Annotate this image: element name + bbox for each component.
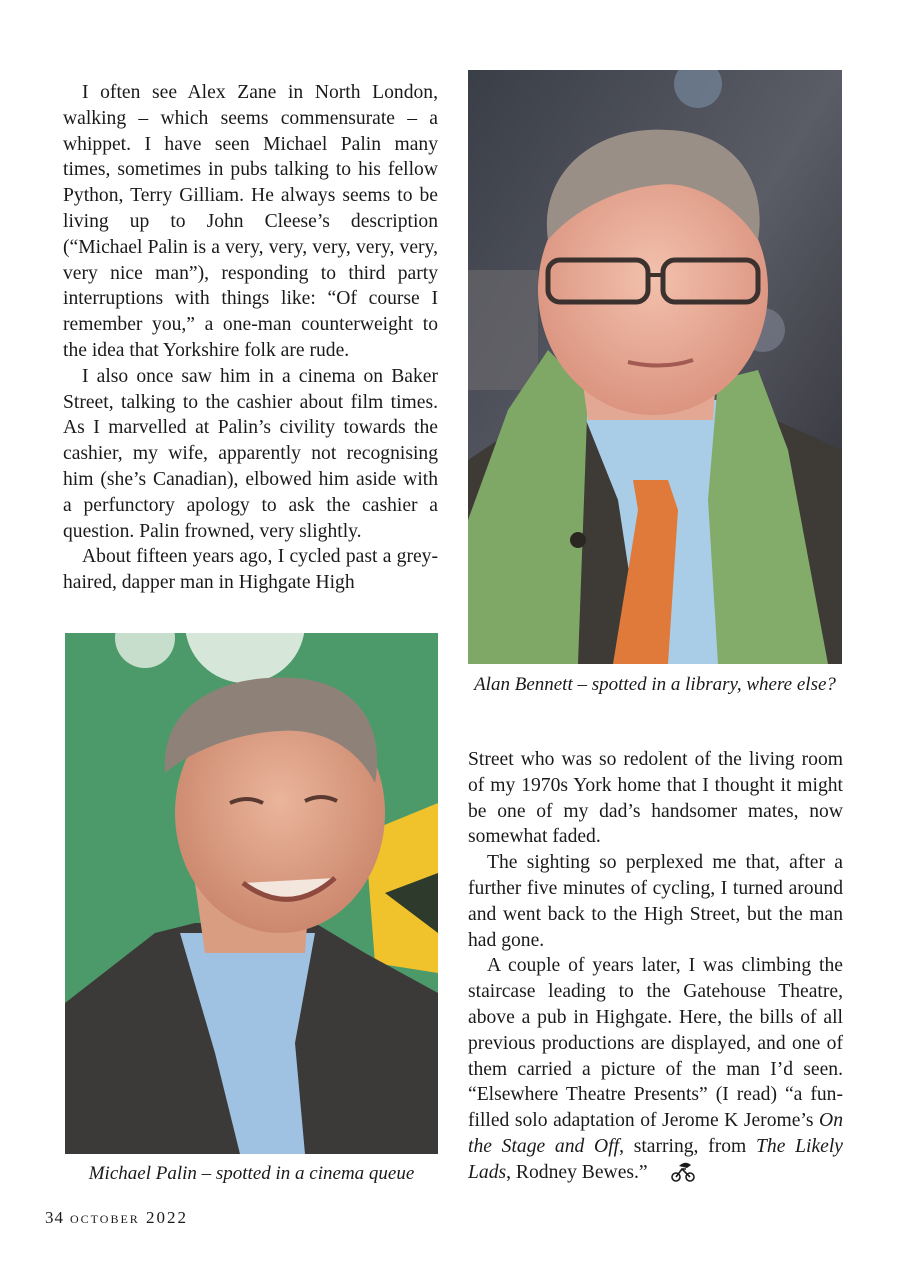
- paragraph-text: A couple of years later, I was climbing the staircase leading to the Gatehouse Theatre, above a pub in Highgate. Here, the bills of all previous productions are displayed, and one of them carried a picture of the man I’d seen. “Elsewhere Theatre Presents” (I read) “a fun-filled solo adaptation of Jerome K Jerome’s: [468, 955, 843, 1132]
- palin-caption: Michael Palin – spotted in a cinema queue: [88, 1163, 415, 1184]
- paragraph: I also once saw him in a cinema on Baker Street, talking to the cashier about film times. As I marvelled at Palin’s civility towards the cashier, my wife, apparently not recognising him (she’s Canadian), elbowed him aside with a perfunctory apology to ask the cashier a question. Palin frowned, very slightly.: [63, 365, 438, 542]
- bennett-caption: Alan Bennett – spotted in a library, where else?: [474, 674, 836, 695]
- paragraph: About fifteen years ago, I cycled past a grey-haired, dapper man in Highgate High: [63, 546, 438, 594]
- show-title: On the Stage and Off: [468, 1110, 843, 1157]
- left-column-text: [63, 80, 438, 596]
- right-column-text: [468, 747, 843, 1190]
- page-number: 34: [45, 1208, 64, 1227]
- michael-palin-photo: [65, 633, 438, 1154]
- alan-bennett-photo: [468, 70, 842, 664]
- paragraph: The sighting so perplexed me that, after a further five minutes of cycling, I turned around and went back to the High Street, but the man had gone.: [468, 852, 843, 951]
- series-title: The Likely Lads: [468, 1135, 843, 1183]
- cyclist-icon: [652, 1160, 695, 1190]
- paragraph: Street who was so redolent of the living room of my 1970s York home that I thought it might be one of my dad’s handsomer mates, now somewhat faded.: [468, 749, 843, 848]
- paragraph-text: , starring, from: [619, 1135, 756, 1157]
- paragraph: I often see Alex Zane in North London, walking – which seems commensurate – a whippet. I have seen Michael Palin many times, sometimes in pubs talking to his fellow Python, Terry Gilliam. He always seems to be living up to John Cleese’s description (“Michael Palin is a very, very, very, very, very, very nice man”), responding to third party interruptions with things like: “Of course I remember you,” a one-man counterweight to the idea that Yorkshire folk are rude.: [63, 82, 438, 361]
- final-paragraph: [468, 953, 843, 1189]
- issue-date: october 2022: [70, 1208, 189, 1227]
- paragraph-text: , Rodney Bewes.”: [506, 1161, 648, 1183]
- page-footer: [45, 1208, 188, 1228]
